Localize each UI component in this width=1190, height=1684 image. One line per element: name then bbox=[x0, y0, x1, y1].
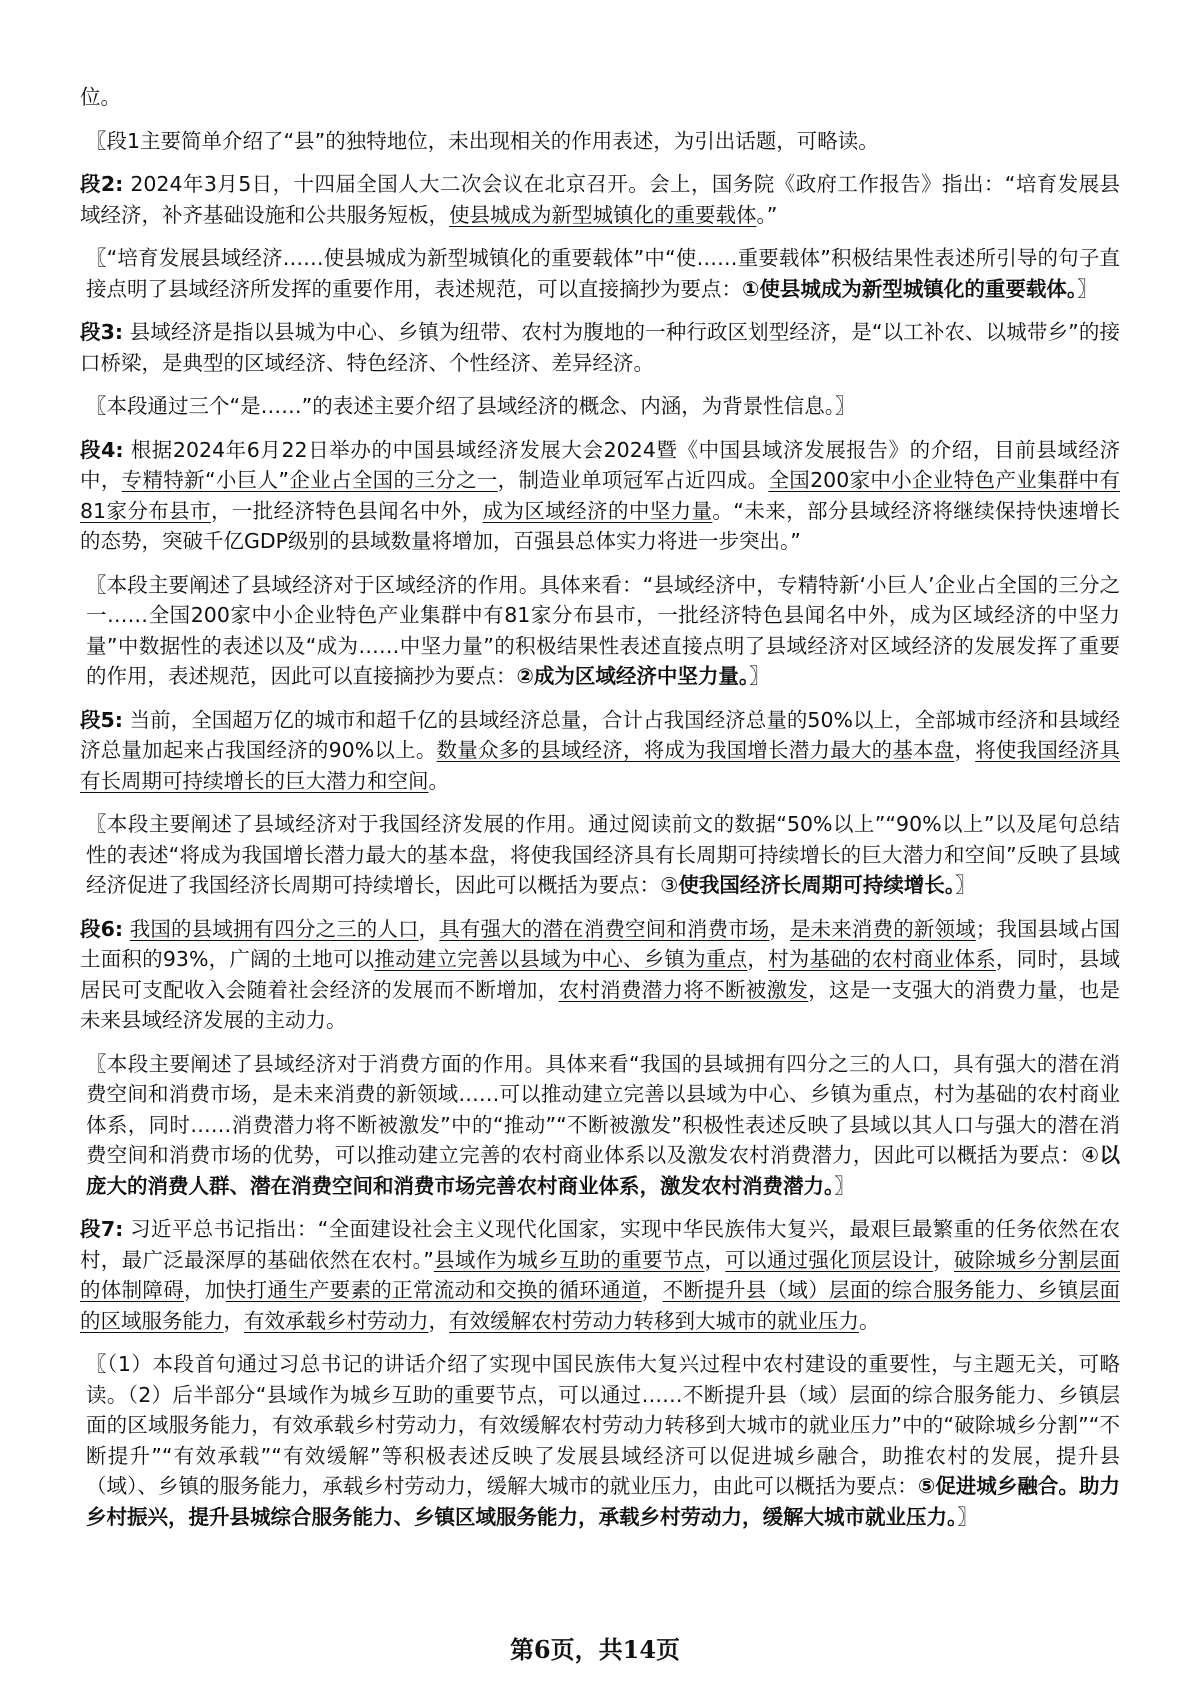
underlined-phrase: 专精特新“小巨人”企业占全国的三分之一 bbox=[121, 468, 498, 492]
source-paragraph bbox=[80, 1214, 1120, 1336]
text-run: ， bbox=[769, 916, 791, 941]
text-run: ， bbox=[933, 1247, 954, 1272]
underlined-phrase: 使县城成为新型城镇化的重要载体 bbox=[449, 202, 757, 227]
text-run: 〖本段主要阐述了县域经济对于消费方面的作用。具体来看“我国的县域拥有四分之三的人口，具有强大的潜在消费空间和消费市场，是未来消费的新领域……可以推动建立完善以县域为中心、乡镇为重点，村为基础的农村商业体系，同时……消费潜力将不断被激发”中的“推动”“不断被激发”积极性表述反映了县域以其人口与强大的潜在消费空间和消费市场的优势，可以推动建立完善的农村商业体系以及激发农村消费潜力，因此可以概括为要点：④ bbox=[86, 1051, 1120, 1167]
text-run: ， bbox=[954, 738, 976, 762]
paragraph-label: 段3: bbox=[80, 320, 124, 344]
text-run: 习近平总书记指出：“全面建设社会主义现代化国家，实现中华民族伟大复兴，最艰巨最繁重的任务依然在农村，最广泛最深厚的基础依然在农村。” bbox=[80, 1217, 1120, 1272]
text-run: ， bbox=[704, 1247, 726, 1272]
text-run: 县域经济是指以县城为中心、乡镇为纽带、农村为腹地的一种行政区划型经济，是“以工补农、以城带乡”的接口桥梁，是典型的区域经济、特色经济、个性经济、差异经济。 bbox=[80, 320, 1120, 375]
text-run: 〖本段主要阐述了县域经济对于我国经济发展的作用。通过阅读前文的数据“50%以上”“90%以上”以及尾句总结性的表述“将成为我国增长潜力最大的基本盘，将使我国经济具有长周期可持续增长的巨大潜力和空间”反映了县域经济促进了我国经济长周期可持续增长，因此可以概括为要点：③ bbox=[86, 812, 1120, 897]
key-point: ⑤促进城乡融合。助力乡村振兴，提升县城综合服务能力、乡镇区域服务能力，承载乡村劳动力，缓解大城市就业压力。 bbox=[86, 1474, 1121, 1529]
underlined-phrase: 村为基础的农村商业体系 bbox=[768, 947, 996, 971]
text-run: 。 bbox=[859, 1308, 880, 1333]
key-point: ②成为区域经济中坚力量。 bbox=[516, 664, 750, 688]
text-run: 。“未来，部分县域经济将继续保持快速增长的态势，突破千亿GDP级别的县域数量将增加，百强县总体实力将进一步突出。” bbox=[80, 498, 1121, 553]
analysis-note bbox=[80, 1349, 1120, 1532]
text-run: 当前，全国超万亿的城市和超千亿的县域经济总量，合计占我国经济总量的50%以上，全部城市经济和县域经济总量加起来占我国经济的90%以上。 bbox=[80, 707, 1121, 762]
underlined-phrase: 农村消费潜力将不断被激发 bbox=[558, 977, 809, 1002]
text-run: 〗 bbox=[1077, 276, 1098, 301]
text-run: 〖“培育发展县域经济……使县城成为新型城镇化的重要载体”中“使……重要载体”积极结果性表述所引导的句子直接点明了县域经济所发挥的重要作用，表述规范，可以直接摘抄为要点： bbox=[86, 246, 1120, 301]
underlined-phrase: 我国的县域拥有四分之三的人口 bbox=[129, 916, 419, 941]
text-run: ，这是一支强大的消费力量，也是未来县域经济发展的主动力。 bbox=[80, 977, 1121, 1032]
key-point: 使我国经济长周期可持续增长。 bbox=[678, 873, 956, 897]
underlined-phrase: 不断提升县（域）层面的综合服务能力、乡镇层面的区域服务能力 bbox=[80, 1278, 1121, 1333]
text-run: 〖段1主要简单介绍了“县”的独特地位，未出现相关的作用表述，为引出话题，可略读。 bbox=[86, 128, 879, 153]
analysis-note bbox=[80, 809, 1120, 901]
underlined-phrase: 可以通过强化顶层设计 bbox=[725, 1247, 934, 1272]
analysis-note bbox=[80, 570, 1120, 692]
text-fragment bbox=[80, 82, 1120, 113]
text-run: 。” bbox=[756, 202, 778, 227]
text-run: ，同时，县域居民可支配收入会随着社会经济的发展而不断增加， bbox=[80, 947, 1121, 1002]
underlined-phrase: 全国200家中小企业特色产业集群中有81家分布县市 bbox=[80, 468, 1121, 523]
underlined-phrase: 破除城乡分割层面的体制障碍 bbox=[80, 1247, 1121, 1302]
source-paragraph bbox=[80, 169, 1120, 230]
analysis-note bbox=[80, 391, 1120, 422]
key-point: ①使县城成为新型城镇化的重要载体。 bbox=[742, 276, 1078, 301]
text-run: ；我国县域占国土面积的93%，广阔的土地可以 bbox=[80, 916, 1121, 971]
text-run: ，一批经济特色县闻名中外， bbox=[210, 498, 483, 523]
page-footer: 第6页，共14页 bbox=[509, 1635, 681, 1664]
source-paragraph bbox=[80, 914, 1120, 1036]
underlined-phrase: 具有强大的潜在消费空间和消费市场 bbox=[439, 916, 770, 941]
text-run: ， bbox=[428, 1308, 449, 1333]
text-run: ， bbox=[747, 947, 769, 971]
source-paragraph bbox=[80, 317, 1120, 378]
text-run: 〖本段通过三个“是……”的表述主要介绍了县域经济的概念、内涵，为背景性信息。〗 bbox=[86, 394, 856, 418]
text-run: 〗 bbox=[957, 1504, 978, 1529]
key-point: 以庞大的消费人群、潜在消费空间和消费市场完善农村商业体系，激发农村消费潜力。 bbox=[86, 1143, 1120, 1198]
source-paragraph bbox=[80, 705, 1120, 797]
text-run: ，制造业单项冠军占近四成。 bbox=[497, 468, 769, 492]
underlined-phrase: 县域作为城乡互助的重要节点 bbox=[433, 1247, 705, 1272]
text-run bbox=[123, 917, 130, 941]
paragraph-label: 段4: bbox=[80, 437, 124, 462]
paragraph-label: 段5: bbox=[80, 707, 124, 732]
underlined-phrase: 推动建立完善以县域为中心、乡镇为重点 bbox=[374, 947, 748, 971]
underlined-phrase: 是未来消费的新领域 bbox=[790, 916, 976, 941]
paragraph-label: 段6: bbox=[80, 916, 124, 941]
document-body bbox=[80, 82, 1120, 1545]
analysis-note bbox=[80, 1049, 1120, 1202]
underlined-phrase: 成为区域经济的中坚力量 bbox=[482, 498, 713, 523]
text-run: 〗 bbox=[749, 664, 770, 688]
text-run: ， bbox=[641, 1278, 663, 1302]
source-paragraph bbox=[80, 435, 1120, 557]
text-run: 〖本段主要阐述了县域经济对于区域经济的作用。具体来看：“县域经济中，专精特新‘小巨人’企业占全国的三分之一……全国200家中小企业特色产业集群中有81家分布县市，一批经济特色县闻名中外，成为区域经济的中坚力量”中数据性的表述以及“成为……中坚力量”的积极结果性表述直接点明了县域经济对区域经济的发展发挥了重要的作用，表述规范，因此可以直接摘抄为要点： bbox=[86, 572, 1120, 688]
text-run: 位。 bbox=[80, 85, 121, 109]
paragraph-label: 段7: bbox=[80, 1217, 124, 1241]
underlined-phrase: 有效缓解农村劳动力转移到大城市的就业压力 bbox=[449, 1308, 859, 1333]
underlined-phrase: 将使我国经济具有长周期可持续增长的巨大潜力和空间 bbox=[80, 738, 1121, 793]
analysis-note bbox=[80, 243, 1120, 304]
text-run: ， bbox=[223, 1308, 244, 1333]
text-run: 〖（1）本段首句通过习总书记的讲话介绍了实现中国民族伟大复兴过程中农村建设的重要性，与主题无关，可略读。（2）后半部分“县域作为城乡互助的重要节点，可以通过……不断提升县（域）层面的综合服务能力、乡镇层面的区域服务能力，有效承载乡村劳动力，有效缓解农村劳动力转移到大城市的就业压力”中的“破除城乡分割”“不断提升”“有效承载”“有效缓解”等积极表述反映了发展县域经济可以促进城乡融合，助推农村的发展，提升县（域）、乡镇的服务能力，承载乡村劳动力，缓解大城市的就业压力，由此可以概括为要点： bbox=[86, 1352, 1120, 1498]
text-run: 根据2024年6月22日举办的中国县域经济发展大会2024暨《中国县域济发展报告》的介绍，目前县域经济中， bbox=[80, 437, 1121, 492]
analysis-note bbox=[80, 126, 1120, 157]
underlined-phrase: 数量众多的县域经济，将成为我国增长潜力最大的基本盘 bbox=[436, 738, 955, 762]
underlined-phrase: 有效承载乡村劳动力 bbox=[244, 1308, 429, 1333]
underlined-phrase: 快打通生产要素的正常流动和交换的循环通道 bbox=[225, 1278, 642, 1302]
text-run: 2024年3月5日，十四届全国人大二次会议在北京召开。会上，国务院《政府工作报告》指出：“培育发展县域经济，补齐基础设施和公共服务短板， bbox=[80, 172, 1121, 227]
paragraph-label: 段2: bbox=[80, 172, 124, 196]
text-run: ，加 bbox=[184, 1278, 226, 1302]
text-run: 〗 bbox=[955, 873, 976, 897]
text-run: 。 bbox=[428, 768, 449, 793]
text-run: 〗 bbox=[834, 1173, 855, 1198]
text-run: ， bbox=[418, 916, 440, 941]
